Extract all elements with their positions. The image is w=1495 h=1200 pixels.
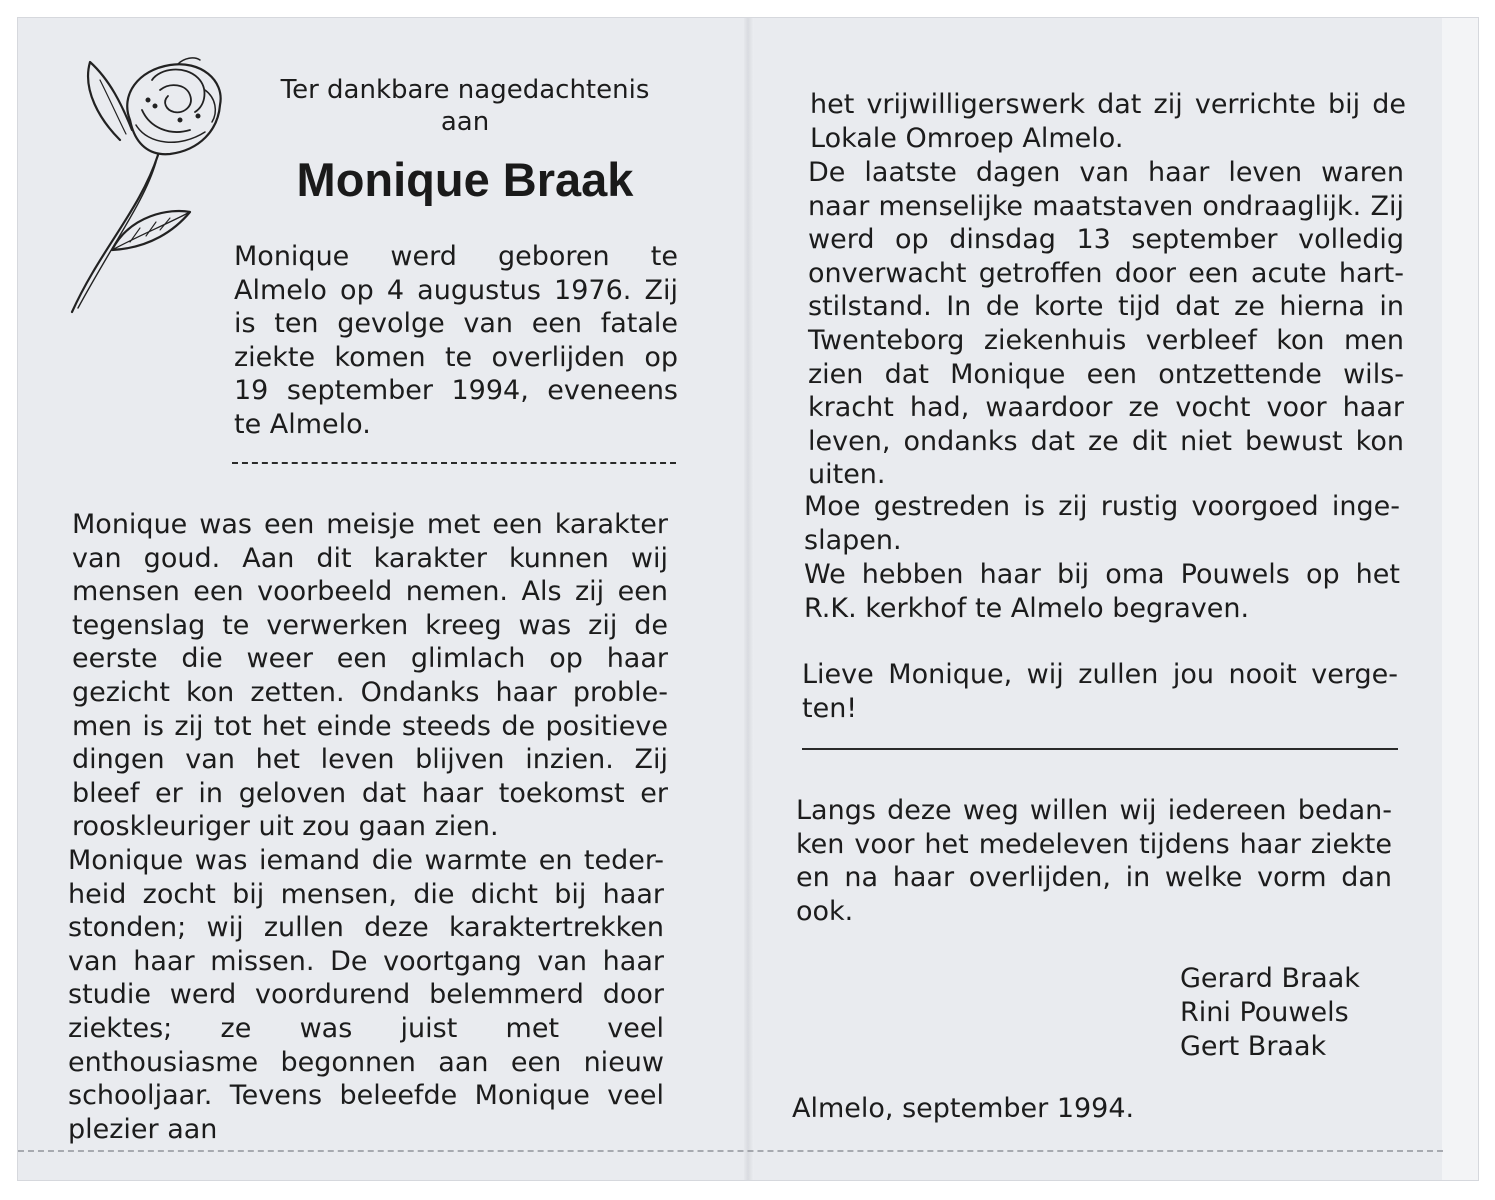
thanks-paragraph: Langs deze weg willen wij iedereen bedan-ken voor het medeleven tijdens haar ziekte en na haar overlijden, in welke vorm dan ook. <box>796 795 1392 927</box>
character-paragraph: Monique was een meisje met een karakter van goud. Aan dit karakter kunnen wij mensen een voorbeeld nemen. Als zij een tegenslag te verwerken kreeg was zij de eerste die weer een glimlach op haar gezicht kon zetten. Ondanks haar proble-men is zij tot het einde steeds de positieve dingen van het leven blijven inzien. Zij bleef er in geloven dat haar toekomst er rooskleuriger uit zou gaan zien. <box>72 509 668 843</box>
dedication-aan: aan <box>440 107 490 137</box>
intro-paragraph: Monique werd geboren te Almelo op 4 augustus 1976. Zij is ten gevolge van een fatale ziekte komen te overlijden op 19 september 1994, eveneens te Almelo. <box>234 241 678 440</box>
solid-divider <box>802 748 1398 750</box>
signature-gert: Gert Braak <box>1180 1031 1327 1062</box>
warmth-paragraph: Monique was iemand die warmte en teder-heid zocht bij mensen, die dicht bij haar stonden; wij zullen deze karaktertrekken van haar missen. De voortgang van haar studie werd voordurend belemmerd door ziektes; ze was juist met veel enthousiasme begonnen aan een nieuw schooljaar. Tevens beleefde Monique veel plezier aan <box>68 845 664 1145</box>
signature-gerard: Gerard Braak <box>1180 963 1360 994</box>
volunteer-paragraph: het vrijwilligerswerk dat zij verrichte bij de Lokale Omroep Almelo. <box>810 89 1406 154</box>
rose-icon <box>60 50 240 320</box>
place-date: Almelo, september 1994. <box>792 1093 1135 1124</box>
card-fold <box>744 18 754 1180</box>
farewell-paragraph: Lieve Monique, wij zullen jou nooit verge-ten! <box>802 659 1398 724</box>
last-days-paragraph: De laatste dagen van haar leven waren naar menselijke maatstaven ondraaglijk. Zij werd op dinsdag 13 september volledig onverwacht getroffen door een acute hart-stilstand. In de korte tijd dat ze hierna in Twenteborg ziekenhuis verbleef kon men zien dat Monique een ontzettende wils-kracht had, waardoor ze vocht voor haar leven, ondanks dat ze dit niet bewust kon uiten. <box>808 157 1404 491</box>
dedication-line: Ter dankbare nagedachtenis <box>280 75 650 105</box>
dashed-divider <box>232 462 676 474</box>
deceased-name: Monique Braak <box>296 153 634 206</box>
perforated-edge <box>18 1150 1443 1158</box>
burial-paragraph: We hebben haar bij oma Pouwels op het R.K. kerkhof te Almelo begraven. <box>804 559 1400 624</box>
signature-rini: Rini Pouwels <box>1180 997 1349 1028</box>
card-edge-shadow <box>1442 18 1478 1180</box>
rest-paragraph: Moe gestreden is zij rustig voorgoed inge-slapen. <box>804 491 1400 556</box>
